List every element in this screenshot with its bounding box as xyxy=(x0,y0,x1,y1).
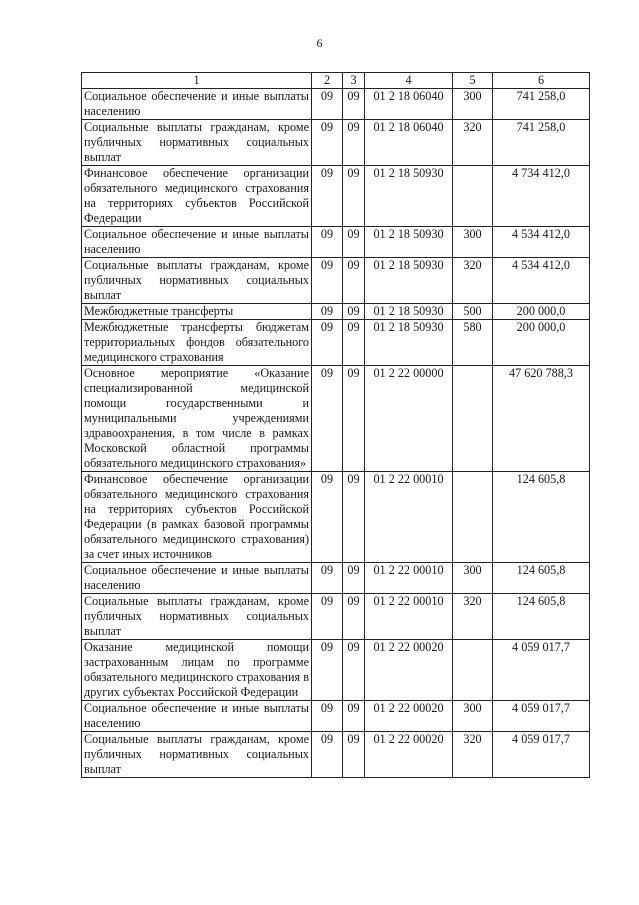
row-section-cell: 09 xyxy=(312,166,343,227)
table-row xyxy=(82,472,590,563)
row-expense-type-cell: 300 xyxy=(453,563,493,594)
row-amount-cell: 4 059 017,7 xyxy=(493,732,590,778)
header-cell-expense-type: 5 xyxy=(453,73,493,89)
row-expense-type-cell xyxy=(453,366,493,472)
row-target-article-cell: 01 2 22 00020 xyxy=(365,732,453,778)
row-subsection-cell: 09 xyxy=(343,89,365,120)
row-expense-type-cell: 500 xyxy=(453,304,493,320)
row-amount-cell: 4 534 412,0 xyxy=(493,227,590,258)
row-target-article-cell: 01 2 18 06040 xyxy=(365,89,453,120)
header-cell-subsection: 3 xyxy=(343,73,365,89)
table-row xyxy=(82,227,590,258)
row-amount-cell: 4 059 017,7 xyxy=(493,640,590,701)
table-row xyxy=(82,594,590,640)
row-subsection-cell: 09 xyxy=(343,166,365,227)
row-subsection-cell: 09 xyxy=(343,640,365,701)
row-section-cell: 09 xyxy=(312,472,343,563)
row-subsection-cell: 09 xyxy=(343,701,365,732)
row-subsection-cell: 09 xyxy=(343,732,365,778)
header-cell-name: 1 xyxy=(82,73,312,89)
row-expense-type-cell: 300 xyxy=(453,89,493,120)
row-subsection-cell: 09 xyxy=(343,366,365,472)
row-amount-cell: 124 605,8 xyxy=(493,563,590,594)
row-amount-cell: 124 605,8 xyxy=(493,594,590,640)
row-target-article-cell: 01 2 22 00010 xyxy=(365,472,453,563)
table-header-row xyxy=(82,73,590,89)
row-expense-type-cell xyxy=(453,166,493,227)
row-section-cell: 09 xyxy=(312,594,343,640)
row-expense-type-cell: 320 xyxy=(453,732,493,778)
row-name-cell: Социальные выплаты гражданам, кроме публичных нормативных социальных выплат xyxy=(82,732,312,778)
row-amount-cell: 200 000,0 xyxy=(493,304,590,320)
row-target-article-cell: 01 2 18 06040 xyxy=(365,120,453,166)
table-row xyxy=(82,701,590,732)
row-section-cell: 09 xyxy=(312,304,343,320)
row-section-cell: 09 xyxy=(312,227,343,258)
table-row xyxy=(82,366,590,472)
row-section-cell: 09 xyxy=(312,89,343,120)
row-name-cell: Социальное обеспечение и иные выплаты населению xyxy=(82,701,312,732)
table-row xyxy=(82,732,590,778)
row-expense-type-cell: 300 xyxy=(453,227,493,258)
row-expense-type-cell: 320 xyxy=(453,258,493,304)
row-name-cell: Финансовое обеспечение организации обязательного медицинского страхования на территориях субъектов Российской Федерации (в рамках базовой программы обязательного медицинского страхования) за счет иных источников xyxy=(82,472,312,563)
row-section-cell: 09 xyxy=(312,563,343,594)
header-cell-section: 2 xyxy=(312,73,343,89)
row-section-cell: 09 xyxy=(312,640,343,701)
row-expense-type-cell: 320 xyxy=(453,594,493,640)
row-amount-cell: 4 534 412,0 xyxy=(493,258,590,304)
table-row xyxy=(82,120,590,166)
row-target-article-cell: 01 2 18 50930 xyxy=(365,258,453,304)
row-amount-cell: 200 000,0 xyxy=(493,320,590,366)
row-subsection-cell: 09 xyxy=(343,472,365,563)
table-row xyxy=(82,304,590,320)
row-expense-type-cell: 300 xyxy=(453,701,493,732)
row-amount-cell: 124 605,8 xyxy=(493,472,590,563)
header-cell-amount: 6 xyxy=(493,73,590,89)
row-section-cell: 09 xyxy=(312,320,343,366)
row-section-cell: 09 xyxy=(312,258,343,304)
table-row xyxy=(82,320,590,366)
table-row xyxy=(82,89,590,120)
table-row xyxy=(82,258,590,304)
row-subsection-cell: 09 xyxy=(343,120,365,166)
row-name-cell: Социальное обеспечение и иные выплаты населению xyxy=(82,89,312,120)
table-row xyxy=(82,563,590,594)
row-name-cell: Социальное обеспечение и иные выплаты населению xyxy=(82,563,312,594)
row-subsection-cell: 09 xyxy=(343,320,365,366)
row-name-cell: Оказание медицинской помощи застрахованным лицам по программе обязательного медицинского страхования в других субъектах Российской Федерации xyxy=(82,640,312,701)
row-name-cell: Основное мероприятие «Оказание специализированной медицинской помощи государственными и муниципальными учреждениями здравоохранения, в том числе в рамках Московской областной программы обязательного медицинского страхования» xyxy=(82,366,312,472)
row-subsection-cell: 09 xyxy=(343,594,365,640)
row-section-cell: 09 xyxy=(312,366,343,472)
page-number: 6 xyxy=(316,36,323,50)
row-target-article-cell: 01 2 18 50930 xyxy=(365,166,453,227)
row-section-cell: 09 xyxy=(312,701,343,732)
row-target-article-cell: 01 2 22 00020 xyxy=(365,640,453,701)
table-row xyxy=(82,166,590,227)
row-amount-cell: 4 734 412,0 xyxy=(493,166,590,227)
row-expense-type-cell xyxy=(453,472,493,563)
row-name-cell: Социальные выплаты гражданам, кроме публичных нормативных социальных выплат xyxy=(82,258,312,304)
row-target-article-cell: 01 2 22 00000 xyxy=(365,366,453,472)
table-row xyxy=(82,640,590,701)
row-amount-cell: 741 258,0 xyxy=(493,89,590,120)
budget-table xyxy=(81,72,590,778)
row-name-cell: Социальные выплаты гражданам, кроме публичных нормативных социальных выплат xyxy=(82,120,312,166)
table-body xyxy=(82,89,590,778)
row-name-cell: Социальные выплаты гражданам, кроме публичных нормативных социальных выплат xyxy=(82,594,312,640)
row-amount-cell: 741 258,0 xyxy=(493,120,590,166)
row-amount-cell: 47 620 788,3 xyxy=(493,366,590,472)
row-expense-type-cell: 320 xyxy=(453,120,493,166)
row-subsection-cell: 09 xyxy=(343,227,365,258)
row-section-cell: 09 xyxy=(312,120,343,166)
row-section-cell: 09 xyxy=(312,732,343,778)
row-target-article-cell: 01 2 22 00010 xyxy=(365,563,453,594)
row-subsection-cell: 09 xyxy=(343,258,365,304)
row-expense-type-cell xyxy=(453,640,493,701)
row-target-article-cell: 01 2 22 00010 xyxy=(365,594,453,640)
row-name-cell: Межбюджетные трансферты бюджетам территориальных фондов обязательного медицинского страхования xyxy=(82,320,312,366)
row-name-cell: Социальное обеспечение и иные выплаты населению xyxy=(82,227,312,258)
row-target-article-cell: 01 2 18 50930 xyxy=(365,320,453,366)
row-target-article-cell: 01 2 22 00020 xyxy=(365,701,453,732)
row-name-cell: Финансовое обеспечение организации обязательного медицинского страхования на территориях субъектов Российской Федерации xyxy=(82,166,312,227)
row-subsection-cell: 09 xyxy=(343,304,365,320)
row-target-article-cell: 01 2 18 50930 xyxy=(365,227,453,258)
row-name-cell: Межбюджетные трансферты xyxy=(82,304,312,320)
row-target-article-cell: 01 2 18 50930 xyxy=(365,304,453,320)
row-amount-cell: 4 059 017,7 xyxy=(493,701,590,732)
row-expense-type-cell: 580 xyxy=(453,320,493,366)
header-cell-target-article: 4 xyxy=(365,73,453,89)
row-subsection-cell: 09 xyxy=(343,563,365,594)
